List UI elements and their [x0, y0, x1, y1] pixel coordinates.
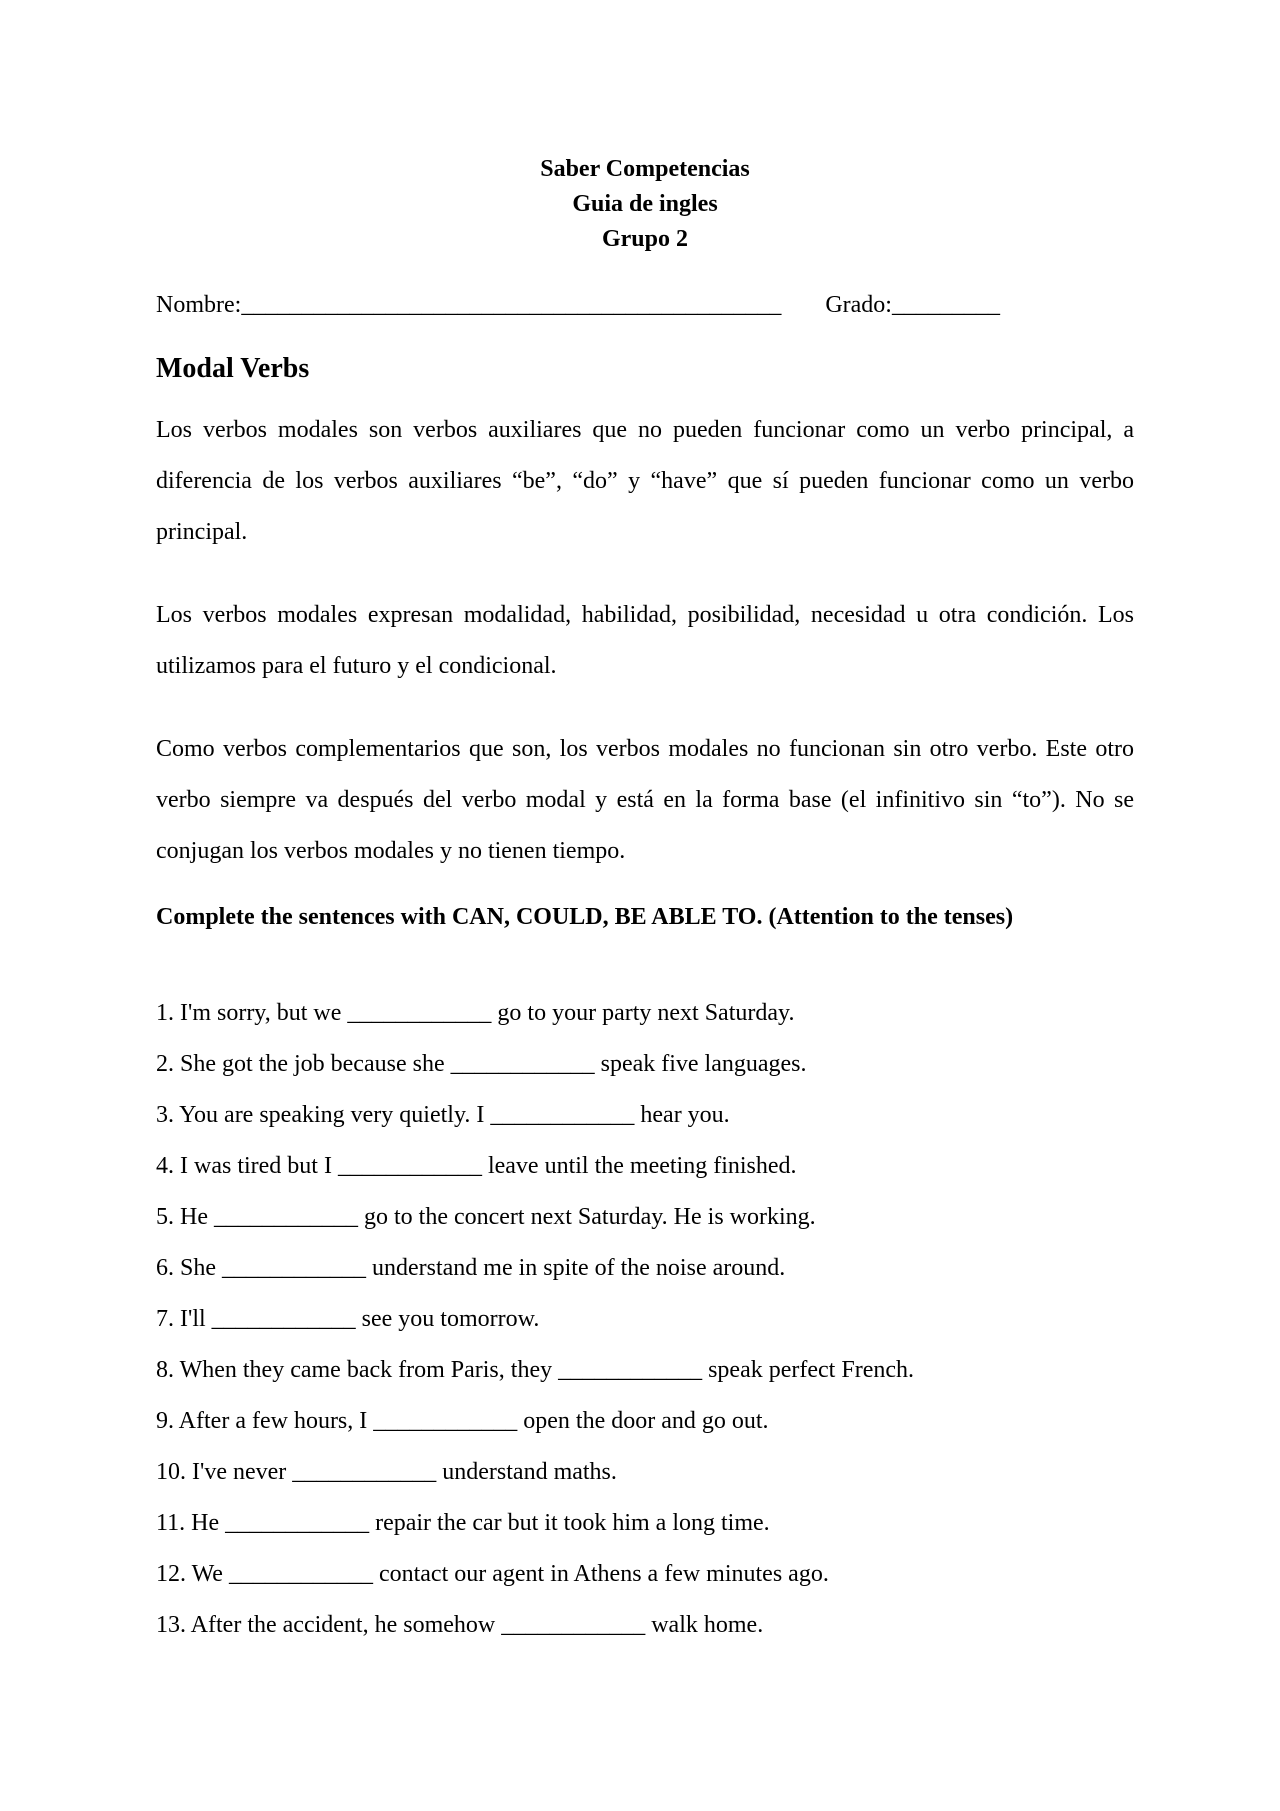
document-group: Grupo 2 — [601, 226, 688, 252]
exercise-item-5: 5. He ____________ go to the concert next Saturday. He is working. — [156, 1204, 816, 1230]
exercise-item-9: 9. After a few hours, I ____________ open the door and go out. — [156, 1408, 769, 1434]
exercise-item-7: 7. I'll ____________ see you tomorrow. — [156, 1306, 540, 1332]
name-field: Nombre:_____________________________________________ — [156, 292, 782, 318]
exercise-item-1: 1. I'm sorry, but we ____________ go to your party next Saturday. — [156, 1000, 795, 1026]
exercise-item-10: 10. I've never ____________ understand maths. — [156, 1459, 617, 1485]
exercise-item-6: 6. She ____________ understand me in spite of the noise around. — [156, 1255, 786, 1281]
paragraph-1: Los verbos modales son verbos auxiliares que no pueden funcionar como un verbo principal, a diferencia de los verbos auxiliares “be”, “do” y “have” que sí pueden funcionar como un verbo principal. — [156, 417, 1134, 545]
exercise-item-2: 2. She got the job because she ____________ speak five languages. — [156, 1051, 807, 1077]
exercise-item-3: 3. You are speaking very quietly. I ____________ hear you. — [156, 1102, 730, 1128]
paragraph-3: Como verbos complementarios que son, los verbos modales no funcionan sin otro verbo. Este otro verbo siempre va después del verbo modal y está en la forma base (el infinitivo sin “to”). No se conjugan los verbos modales y no tienen tiempo. — [156, 736, 1134, 864]
document-title: Saber Competencias — [540, 156, 750, 182]
grade-field: Grado:_________ — [825, 292, 1000, 318]
exercise-item-12: 12. We ____________ contact our agent in Athens a few minutes ago. — [156, 1561, 829, 1587]
header-block — [156, 152, 1134, 257]
document-subtitle: Guia de ingles — [572, 191, 718, 217]
student-info-row — [156, 288, 1134, 323]
exercise-list — [156, 988, 1134, 1651]
paragraph-2: Los verbos modales expresan modalidad, habilidad, posibilidad, necesidad u otra condición. Los utilizamos para el futuro y el condicional. — [156, 602, 1134, 679]
section-title: Modal Verbs — [156, 353, 310, 384]
document-page — [156, 152, 1134, 1667]
exercise-instructions: Complete the sentences with CAN, COULD, BE ABLE TO. (Attention to the tenses) — [156, 904, 1014, 930]
exercise-item-8: 8. When they came back from Paris, they ____________ speak perfect French. — [156, 1357, 914, 1383]
exercise-item-13: 13. After the accident, he somehow ____________ walk home. — [156, 1612, 764, 1638]
exercise-item-11: 11. He ____________ repair the car but it took him a long time. — [156, 1510, 770, 1536]
exercise-item-4: 4. I was tired but I ____________ leave until the meeting finished. — [156, 1153, 797, 1179]
